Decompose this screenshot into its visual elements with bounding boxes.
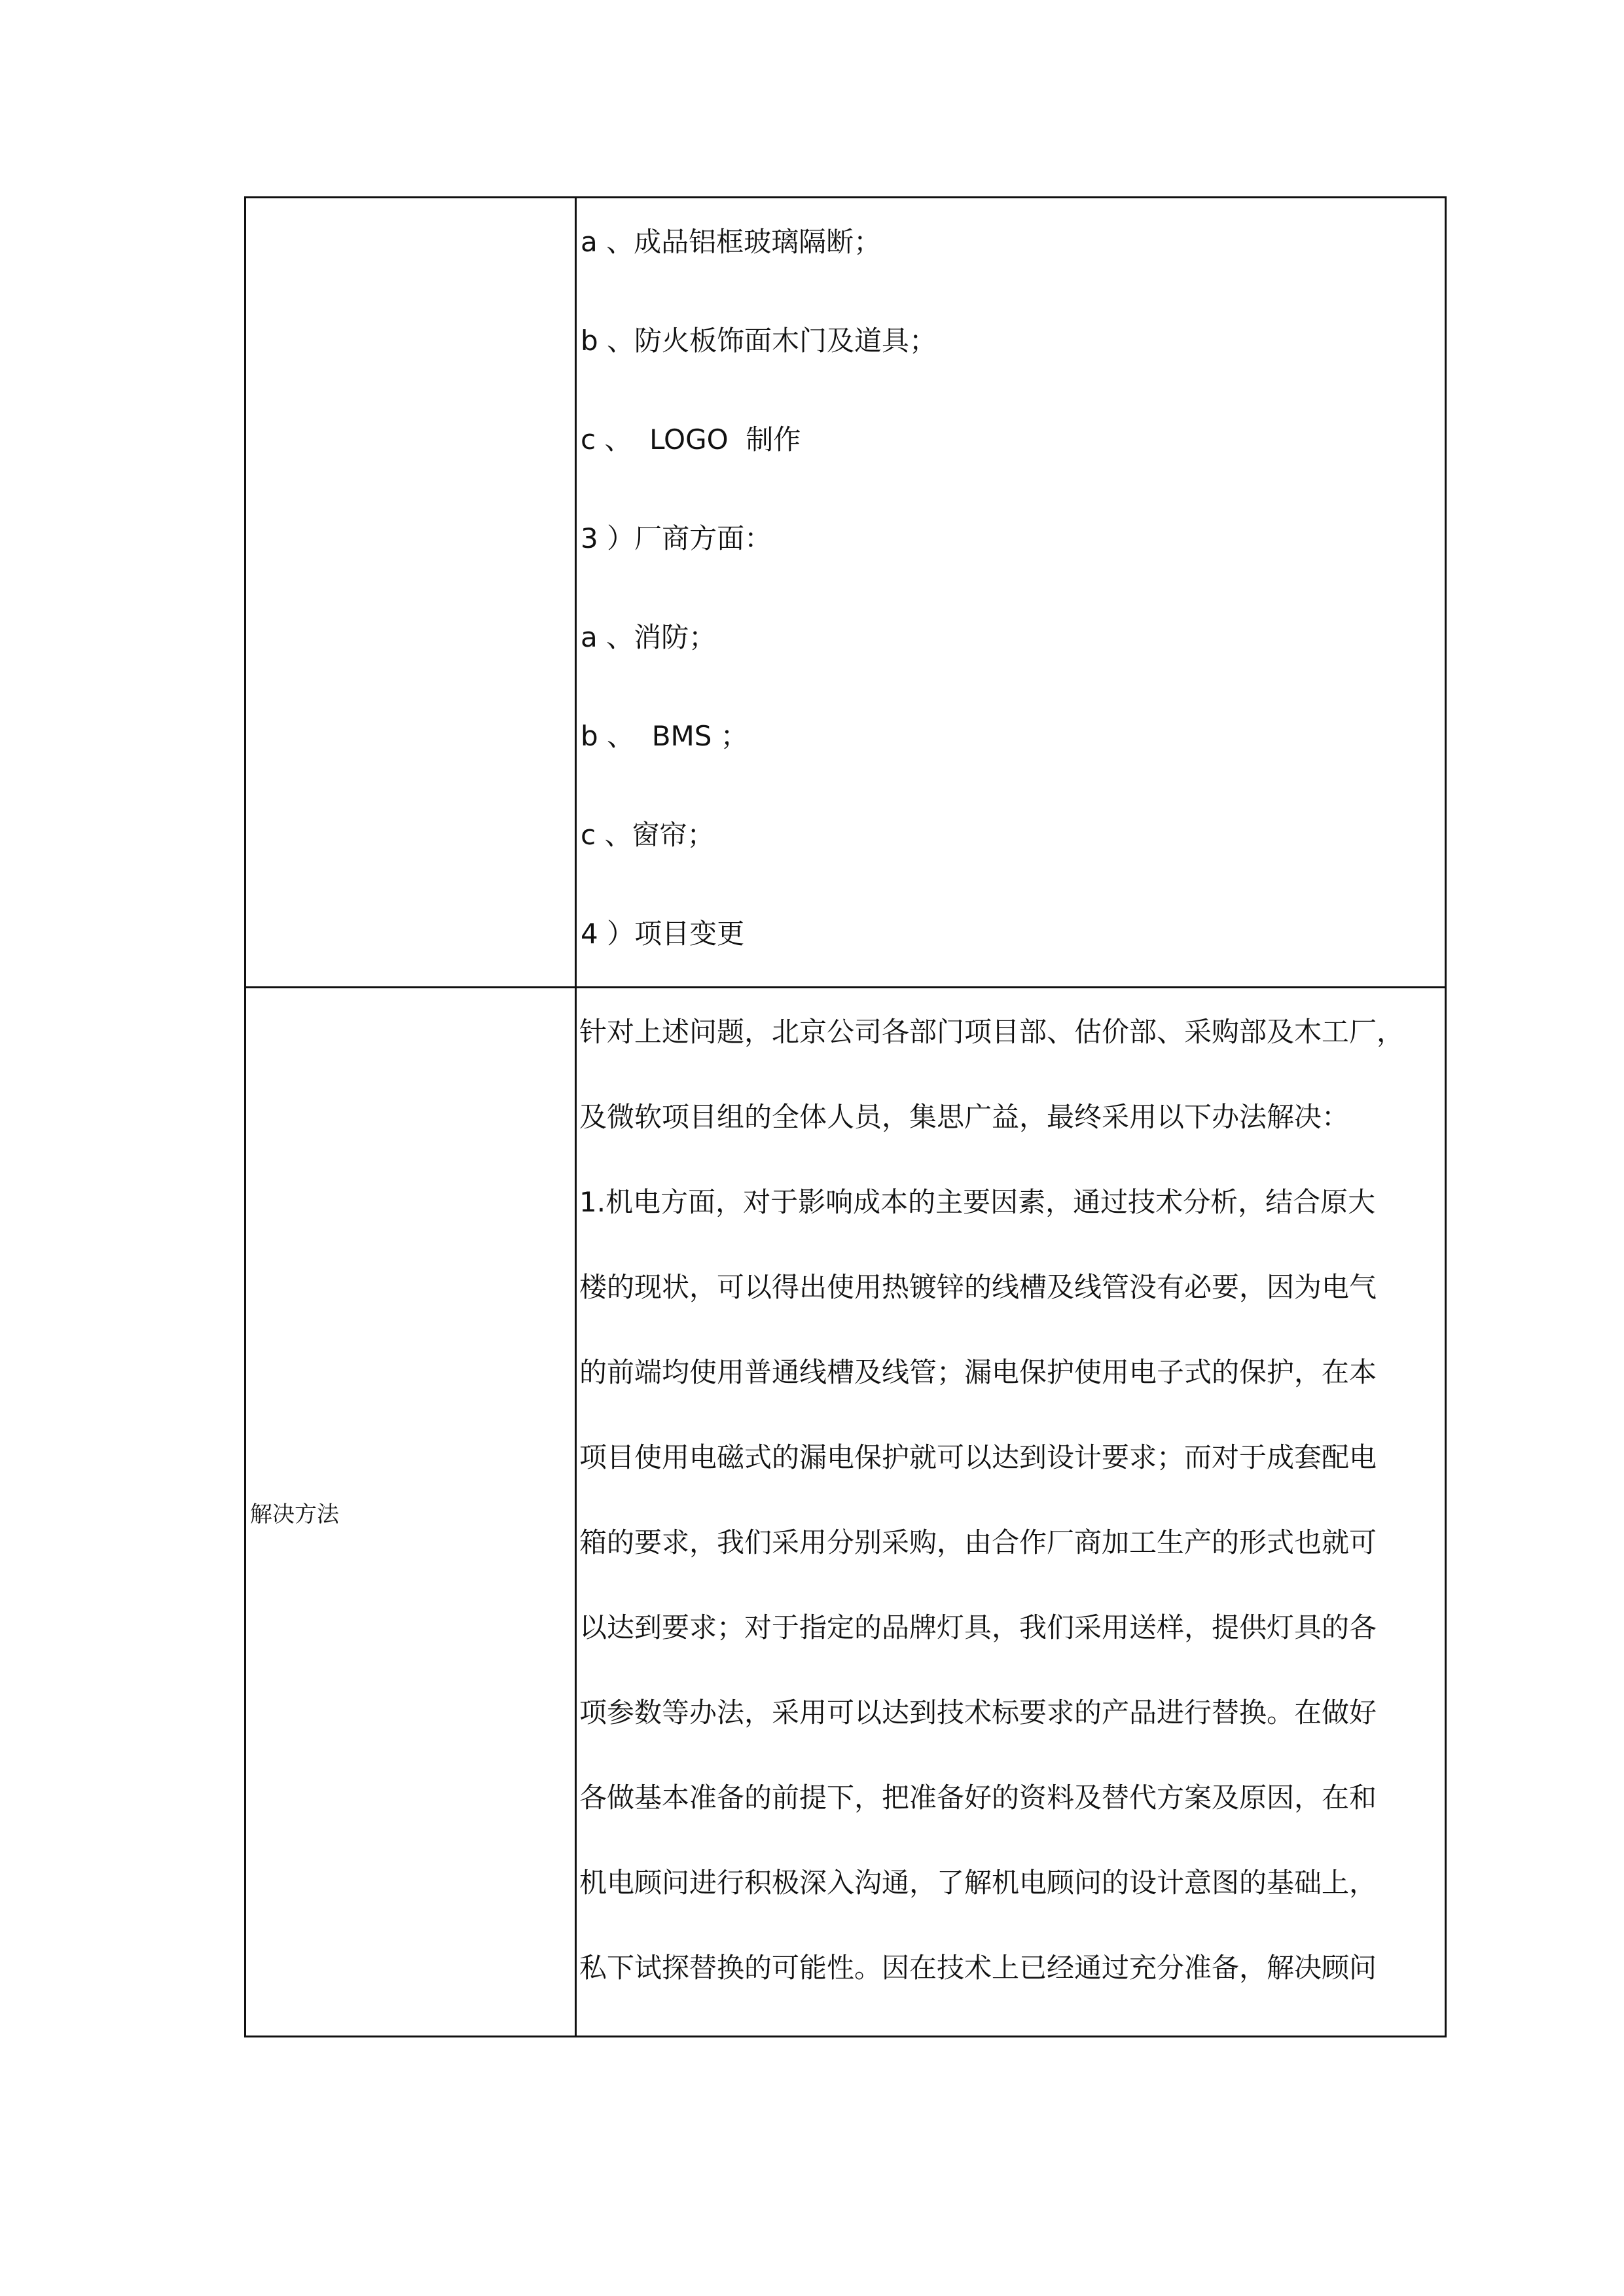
list-item: 4 ）项目变更 xyxy=(581,918,745,950)
list-item: a 、消防； xyxy=(581,621,717,653)
list-item: 3 ）厂商方面： xyxy=(581,522,772,554)
list-item: a 、成品铝框玻璃隔断； xyxy=(581,226,882,258)
table-row xyxy=(245,988,1446,2037)
paragraph-line: 楼的现状，可以得出使用热镀锌的线槽及线管没有必要，因为电气 xyxy=(579,1271,1377,1303)
paragraph-line: 及微软项目组的全体人员，集思广益，最终采用以下办法解决： xyxy=(579,1101,1350,1133)
row-content-cell xyxy=(576,988,1446,2037)
paragraph-line: 的前端均使用普通线槽及线管；漏电保护使用电子式的保护，在本 xyxy=(579,1356,1377,1388)
paragraph-line: 私下试探替换的可能性。因在技术上已经通过充分准备，解决顾问 xyxy=(579,1952,1377,1984)
paragraph-line: 项目使用电磁式的漏电保护就可以达到设计要求；而对于成套配电 xyxy=(579,1441,1377,1473)
table-row xyxy=(245,198,1446,988)
list-item: c 、窗帘； xyxy=(581,819,715,851)
list-item: c 、 LOGO 制作 xyxy=(581,423,801,456)
row-label-cell xyxy=(245,198,576,988)
paragraph-line: 1.机电方面，对于影响成本的主要因素，通过技术分析，结合原大 xyxy=(579,1186,1376,1218)
row-label: 解决方法 xyxy=(250,1501,339,1528)
paragraph-line: 项参数等办法，采用可以达到技术标要求的产品进行替换。在做好 xyxy=(579,1696,1377,1729)
list-item: b 、防火板饰面木门及道具； xyxy=(581,325,937,357)
paragraph-line: 针对上述问题，北京公司各部门项目部、估价部、采购部及木工厂， xyxy=(579,1016,1405,1048)
paragraph-line: 箱的要求，我们采用分别采购，由合作厂商加工生产的形式也就可 xyxy=(579,1526,1377,1558)
content-table xyxy=(244,196,1447,2037)
row-content-cell xyxy=(576,198,1446,988)
paragraph-line: 各做基本准备的前提下，把准备好的资料及替代方案及原因，在和 xyxy=(579,1782,1377,1814)
paragraph-line: 机电顾问进行积极深入沟通，了解机电顾问的设计意图的基础上， xyxy=(579,1867,1377,1899)
paragraph-line: 以达到要求；对于指定的品牌灯具，我们采用送样，提供灯具的各 xyxy=(579,1611,1377,1643)
solution-paragraph xyxy=(577,988,1445,1986)
list-item: b 、 BMS ； xyxy=(581,720,748,752)
item-list xyxy=(577,198,1445,952)
row-label-cell xyxy=(245,988,576,2037)
